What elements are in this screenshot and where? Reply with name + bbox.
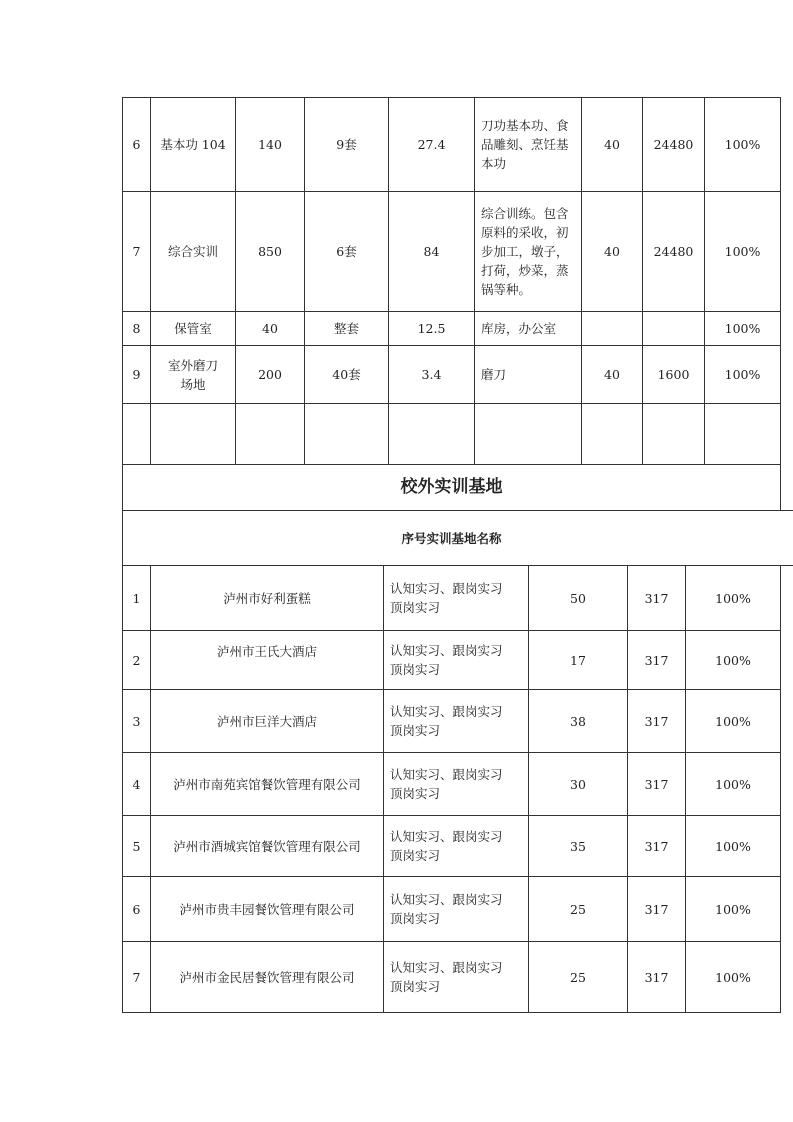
training-purpose: 刀功基本功、食 品雕刻、烹饪基 本功 — [481, 118, 569, 171]
student-count: 317 — [644, 590, 669, 606]
area-value: 200 — [258, 367, 282, 382]
intake-count: 25 — [570, 969, 586, 985]
usage-rate: 100% — [724, 367, 761, 382]
row-number: 2 — [132, 652, 141, 668]
student-count: 317 — [644, 713, 669, 729]
seat-count: 40 — [604, 367, 620, 382]
room-name: 室外磨刀 场地 — [167, 357, 218, 392]
base-name: 泸州市酒城宾馆餐饮管理有限公司 — [173, 838, 361, 854]
area-value: 40 — [262, 321, 278, 336]
equipment-count: 9套 — [336, 137, 357, 152]
intake-count: 17 — [570, 652, 586, 668]
intake-count: 25 — [570, 901, 586, 917]
internship-type: 认知实习、跟岗实习 顶岗实习 — [390, 960, 503, 994]
usage-rate: 100% — [715, 652, 751, 668]
usage-rate: 100% — [715, 838, 751, 854]
usage-rate: 100% — [715, 590, 751, 606]
internship-type: 认知实习、跟岗实习 顶岗实习 — [390, 704, 503, 738]
section-title: 校外实训基地 — [400, 477, 503, 497]
seat-count: 40 — [604, 244, 620, 259]
equipment-value: 84 — [423, 244, 440, 259]
room-name: 综合实训 — [167, 244, 218, 259]
student-count: 317 — [644, 776, 669, 792]
seat-count: 40 — [604, 137, 620, 152]
row-number: 6 — [132, 901, 141, 917]
internship-type: 认知实习、跟岗实习 顶岗实习 — [390, 829, 503, 863]
area-value: 850 — [258, 244, 282, 259]
base-name: 泸州市王氏大酒店 — [216, 643, 317, 659]
training-hours: 24480 — [653, 137, 694, 152]
internship-type: 认知实习、跟岗实习 顶岗实习 — [390, 892, 503, 926]
row-number: 6 — [132, 137, 141, 152]
internship-type: 认知实习、跟岗实习 顶岗实习 — [390, 581, 503, 615]
equipment-count: 整套 — [333, 321, 359, 336]
row-number: 7 — [132, 969, 141, 985]
equipment-value: 3.4 — [421, 367, 442, 382]
usage-rate: 100% — [715, 776, 751, 792]
equipment-value: 27.4 — [417, 137, 446, 152]
seat-count — [582, 312, 642, 345]
training-purpose: 磨刀 — [481, 367, 507, 382]
training-hours: 24480 — [653, 244, 694, 259]
internship-type: 认知实习、跟岗实习 顶岗实习 — [390, 643, 503, 677]
room-name: 保管室 — [174, 321, 212, 336]
training-hours: 1600 — [657, 367, 690, 382]
row-number: 7 — [132, 244, 141, 259]
intake-count: 50 — [570, 590, 586, 606]
base-name: 泸州市巨洋大酒店 — [216, 713, 317, 729]
usage-rate: 100% — [724, 321, 761, 336]
section-header: 序号实训基地名称 — [401, 530, 502, 546]
usage-rate: 100% — [715, 901, 751, 917]
equipment-count: 40套 — [332, 367, 361, 382]
usage-rate: 100% — [715, 969, 751, 985]
student-count: 317 — [644, 901, 669, 917]
intake-count: 38 — [570, 713, 586, 729]
usage-rate: 100% — [724, 244, 761, 259]
row-number: 9 — [132, 367, 141, 382]
base-name: 泸州市好利蛋糕 — [223, 590, 311, 606]
student-count: 317 — [644, 969, 669, 985]
equipment-count: 6套 — [336, 244, 357, 259]
training-purpose: 综合训练。包含 原料的采收，初 步加工，墩子， 打荷，炒菜，蒸 锅等种。 — [481, 206, 569, 297]
row-number: 8 — [132, 321, 141, 336]
row-number: 4 — [132, 776, 141, 792]
area-value: 140 — [258, 137, 282, 152]
base-name: 泸州市南苑宾馆餐饮管理有限公司 — [173, 776, 361, 792]
intake-count: 35 — [570, 838, 586, 854]
usage-rate: 100% — [715, 713, 751, 729]
row-number: 5 — [132, 838, 141, 854]
base-name: 泸州市金民居餐饮管理有限公司 — [179, 969, 355, 985]
equipment-value: 12.5 — [417, 321, 446, 336]
usage-rate: 100% — [724, 137, 761, 152]
student-count: 317 — [644, 838, 669, 854]
row-number: 3 — [132, 713, 141, 729]
internship-type: 认知实习、跟岗实习 顶岗实习 — [390, 767, 503, 801]
base-name: 泸州市贵丰园餐饮管理有限公司 — [179, 901, 355, 917]
student-count: 317 — [644, 652, 669, 668]
row-number: 1 — [132, 590, 141, 606]
training-purpose: 库房，办公室 — [481, 321, 557, 336]
intake-count: 30 — [570, 776, 586, 792]
training-hours — [643, 312, 704, 345]
room-name: 基本功 104 — [160, 137, 226, 152]
